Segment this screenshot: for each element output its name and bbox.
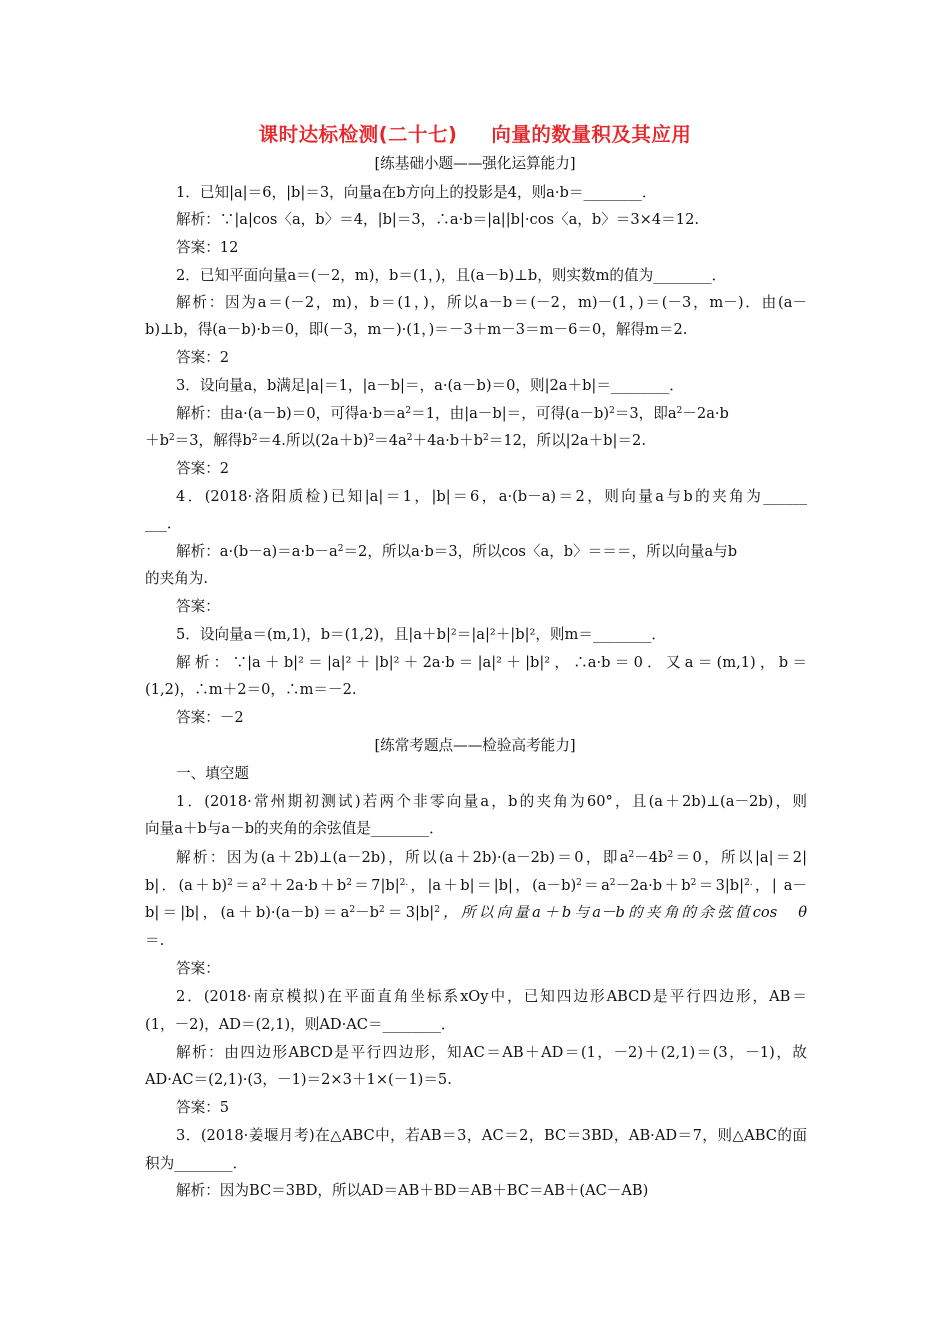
ex1-sol-part: ＝7|b|	[351, 877, 400, 894]
ex1-solution-line1	[176, 848, 807, 868]
ex2-stem-line1: 2．(2018·南京模拟)在平面直角坐标系xOy中，已知四边形ABCD是平行四边形，AB＝	[176, 988, 807, 1005]
q1-answer: 答案：12	[176, 239, 239, 256]
ex1-sol-part: ＝3|b|	[696, 877, 745, 894]
q3-sol-part: ＝4a	[374, 432, 407, 449]
ex1-answer: 答案：	[176, 960, 220, 977]
superscript: 2.	[399, 878, 409, 888]
page-title	[0, 119, 950, 147]
q5-solution-line1: 解析：∵|a＋b|²＝|a|²＋|b|²＋2a·b＝|a|²＋|b|²，∴a·b＝0．又a＝(m,1)，b＝	[176, 654, 807, 671]
ex1-sol-part: ，所以向量a＋b与a－b的夹角的余弦值cos θ	[439, 904, 807, 921]
q3-solution-line1	[176, 404, 807, 424]
ex1-sol-part: ＝0，所以|a|＝2|	[673, 849, 807, 866]
superscript: 2	[337, 544, 344, 554]
ex1-sol-part: ，| a－	[752, 877, 807, 894]
q4-stem-line1: 4．(2018·洛阳质检)已知|a|＝1，|b|＝6，a·(b－a)＝2，则向量a与b的夹角为______	[176, 488, 807, 505]
superscript: 2	[609, 406, 615, 416]
q4-sol-part: ＝2，所以a·b＝3，所以cos〈a，b〉＝＝＝，所以向量a与b	[343, 543, 738, 560]
superscript: 2	[676, 406, 683, 416]
q5-solution-line2: (1,2)，∴m＋2＝0，∴m＝－2.	[145, 681, 357, 698]
ex1-solution-line3	[145, 903, 807, 923]
superscript: 2	[576, 878, 582, 888]
title-main: 课时达标检测(二十七)	[258, 123, 458, 146]
ex1-sol-part: ＝a	[232, 877, 261, 894]
superscript: 2	[349, 905, 356, 915]
superscript: 2	[609, 878, 616, 888]
q3-sol-part: ＝1，由|a－b|＝，可得(a－b)	[411, 405, 610, 422]
q3-sol-part: ＋4a·b＋b	[412, 432, 483, 449]
ex2-stem-line2: (1，－2)，AD＝(2,1)，则AD·AC＝________．	[145, 1016, 456, 1033]
superscript: 2	[227, 878, 233, 888]
ex2-answer: 答案：5	[176, 1099, 230, 1116]
q3-solution-line2	[145, 431, 807, 451]
ex1-sol-part: －4b	[634, 849, 668, 866]
q3-sol-part: ＝3，解得b	[174, 432, 252, 449]
ex2-solution-line1: 解析：由四边形ABCD是平行四边形，知AC＝AB＋AD＝(1，－2)＋(2,1)＝(3，－1)，故	[176, 1044, 807, 1061]
q4-answer: 答案：	[176, 598, 220, 615]
superscript: 2	[434, 905, 440, 915]
q1-stem: 1．已知|a|＝6，|b|＝3，向量a在b方向上的投影是4，则a·b＝________．	[176, 184, 657, 201]
ex2-solution-line2: AD·AC＝(2,1)·(3，－1)＝2×3＋1×(－1)＝5.	[145, 1071, 452, 1088]
q2-stem: 2．已知平面向量a＝(－2，m)，b＝(1，)，且(a－b)⊥b，则实数m的值为________．	[176, 267, 727, 284]
q4-stem-line2: ___．	[145, 515, 182, 532]
q3-stem: 3．设向量a，b满足|a|＝1，|a－b|＝，a·(a－b)＝0，则|2a＋b|＝________．	[176, 377, 684, 394]
q4-solution-line1	[176, 542, 807, 562]
ex1-stem-line2: 向量a＋b与a－b的夹角的余弦值是________．	[145, 820, 444, 837]
ex3-stem-line1: 3．(2018·姜堰月考)在△ABC中，若AB＝3，AC＝2，BC＝3BD，AB·AD＝7，则△ABC的面	[176, 1127, 807, 1144]
superscript: 2	[628, 850, 635, 860]
superscript: 2	[483, 433, 489, 443]
ex1-stem-line1: 1．(2018·常州期初测试)若两个非零向量a，b的夹角为60°，且(a＋2b)⊥(a－2b)，则	[176, 793, 807, 810]
superscript: 2	[378, 905, 385, 915]
ex3-stem-line2: 积为________．	[145, 1155, 248, 1172]
superscript: 2	[368, 433, 375, 443]
ex1-sol-part: b|＝|b|，(a＋b)·(a－b)＝a	[145, 904, 350, 921]
superscript: 2	[690, 878, 697, 888]
ex1-sol-part: b|．(a＋b)	[145, 877, 228, 894]
superscript: 2	[405, 406, 412, 416]
q3-sol-part: ＋b	[145, 432, 169, 449]
q3-sol-part: 解析：由a·(a－b)＝0，可得a·b＝a	[176, 405, 406, 422]
q3-sol-part: －2a·b	[682, 405, 729, 422]
ex1-sol-part: ＋2a·b＋b	[266, 877, 347, 894]
q5-stem: 5．设向量a＝(m,1)，b＝(1,2)，且|a＋b|²＝|a|²＋|b|²，则m＝________．	[176, 626, 666, 643]
ex1-solution-line2	[145, 876, 807, 896]
ex1-sol-part: ，|a＋b|＝|b|，(a－b)	[408, 877, 577, 894]
superscript: 2	[251, 433, 258, 443]
q3-sol-part: ＝4.所以(2a＋b)	[257, 432, 369, 449]
superscript: 2	[260, 878, 267, 888]
section-subheader-fill-blank: 一、填空题	[176, 765, 249, 782]
ex1-sol-part: －b	[355, 904, 379, 921]
q1-solution: 解析：∵|a|cos〈a，b〉＝4，|b|＝3，∴a·b＝|a||b|·cos〈a，b〉＝3×4＝12.	[176, 211, 699, 228]
q4-sol-part: 解析：a·(b－a)＝a·b－a	[176, 543, 338, 560]
title-sub: 向量的数量积及其应用	[491, 123, 692, 146]
superscript: 2	[168, 433, 175, 443]
superscript: 2	[346, 878, 352, 888]
ex1-sol-part: ＝a	[581, 877, 610, 894]
q3-sol-part: ＝12，所以|2a＋b|＝2.	[488, 432, 646, 449]
q2-solution-line1: 解析：因为a＝(－2，m)，b＝(1，)，所以a－b＝(－2，m)－(1，)＝(－3，m－)．由(a－	[176, 294, 807, 311]
section-header-basic: [练基础小题——强化运算能力]	[374, 155, 576, 172]
ex1-sol-part: ＝3|b|	[384, 904, 435, 921]
q2-solution-line2: b)⊥b，得(a－b)·b＝0，即(－3，m－)·(1，)＝－3＋m－3＝m－6＝0，解得m＝2.	[145, 321, 688, 338]
q4-solution-line2: 的夹角为.	[145, 570, 209, 587]
q5-answer: 答案：－2	[176, 709, 244, 726]
ex1-solution-line4: ＝.	[145, 932, 165, 949]
superscript: 2.	[744, 878, 753, 888]
superscript: 2	[667, 850, 674, 860]
superscript: 2	[406, 433, 413, 443]
ex3-solution-line1: 解析：因为BC＝3BD，所以AD＝AB＋BD＝AB＋BC＝AB＋(AC－AB)	[176, 1182, 649, 1199]
section-header-exam: [练常考题点——检验高考能力]	[374, 737, 576, 754]
ex1-sol-part: 解析：因为(a＋2b)⊥(a－2b)，所以(a＋2b)·(a－2b)＝0，即a	[176, 849, 629, 866]
q3-answer: 答案：2	[176, 460, 230, 477]
q3-sol-part: ＝3，即a	[614, 405, 677, 422]
ex1-sol-part: －2a·b＋b	[615, 877, 691, 894]
q2-answer: 答案：2	[176, 349, 230, 366]
